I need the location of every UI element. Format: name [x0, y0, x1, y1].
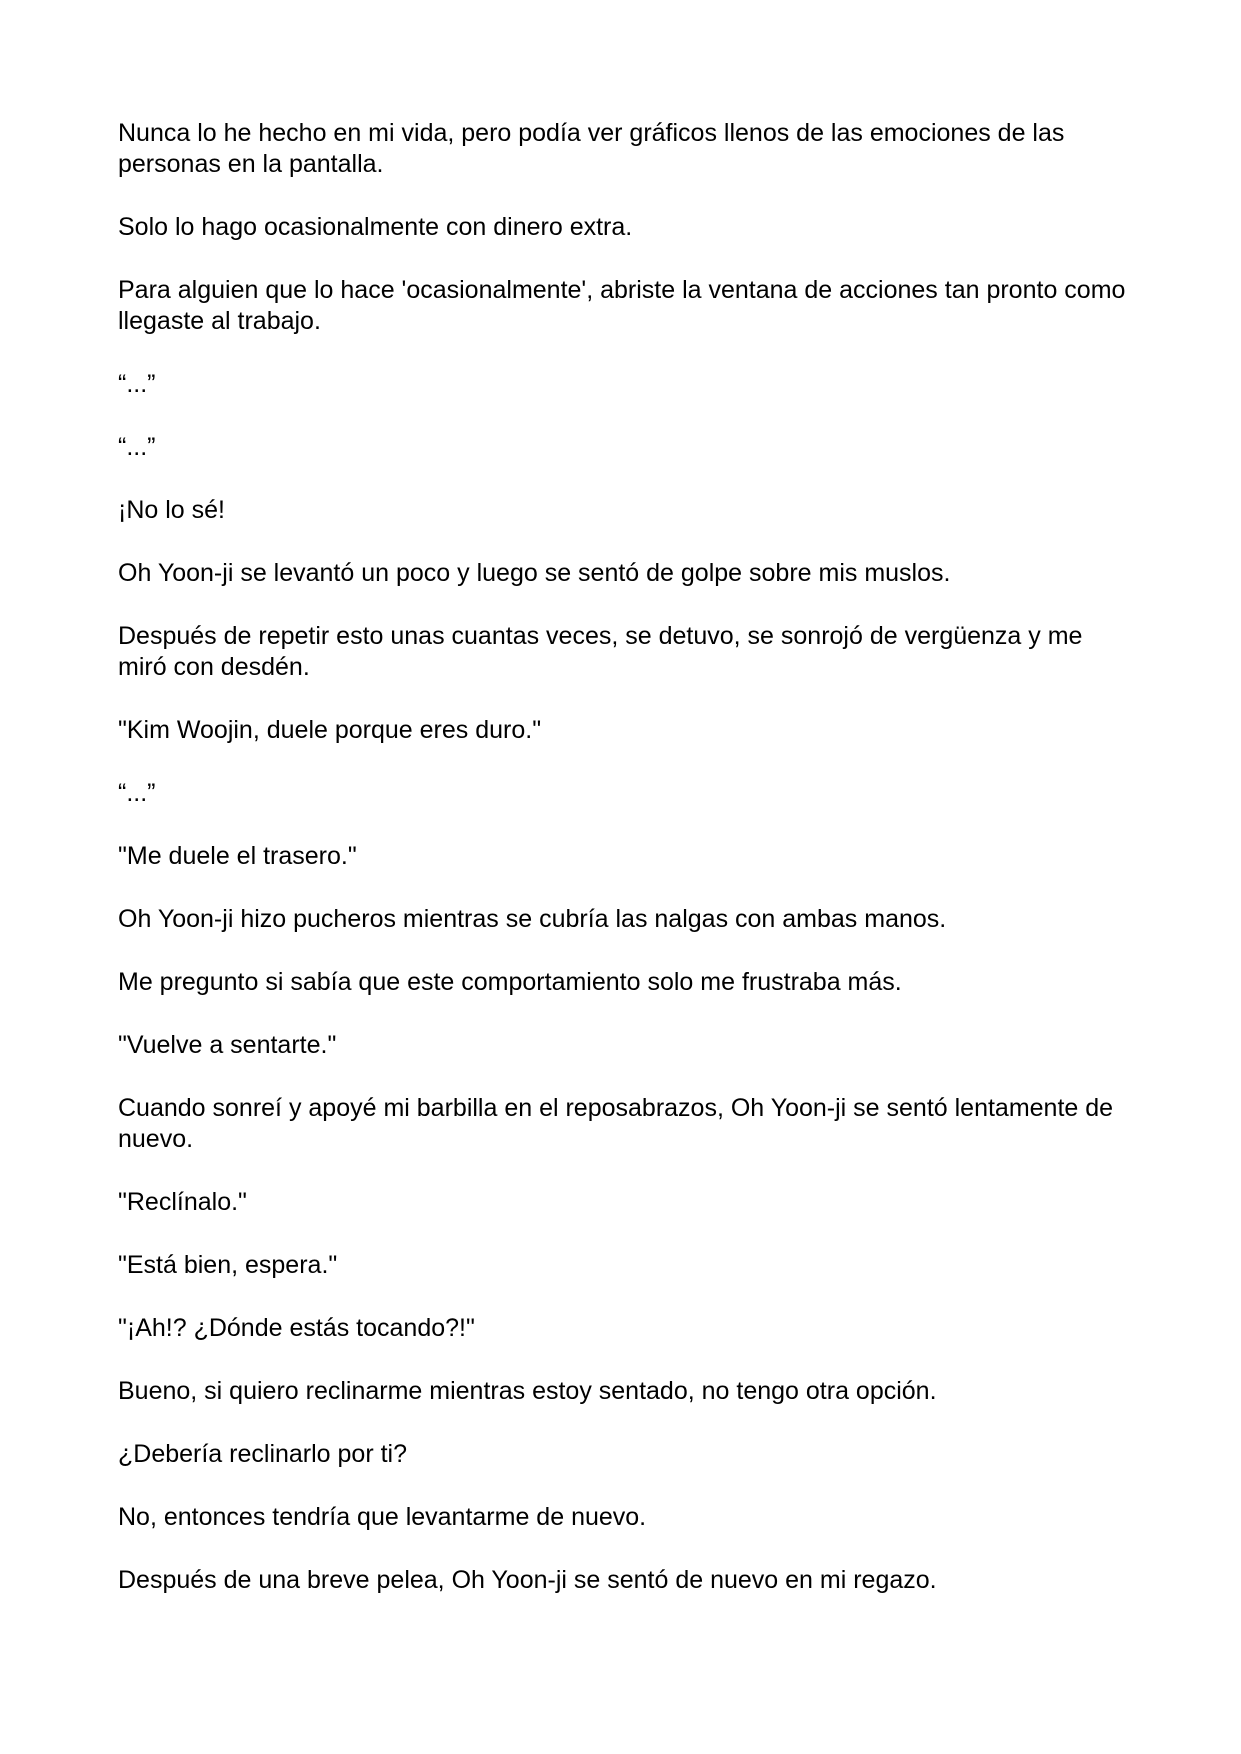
paragraph-16: "Reclínalo." — [118, 1188, 247, 1216]
paragraph-6: ¡No lo sé! — [118, 496, 225, 524]
paragraph-22: Después de una breve pelea, Oh Yoon-ji se sentó de nuevo en mi regazo. — [118, 1566, 937, 1594]
paragraph-1: Nunca lo he hecho en mi vida, pero podía ver gráficos llenos de las emociones de las personas en la pantalla. — [118, 119, 1065, 178]
paragraph-17: "Está bien, espera." — [118, 1251, 338, 1279]
paragraph-13: Me pregunto si sabía que este comportamiento solo me frustraba más. — [118, 968, 902, 996]
paragraph-2: Solo lo hago ocasionalmente con dinero extra. — [118, 213, 633, 241]
paragraph-3: Para alguien que lo hace 'ocasionalmente', abriste la ventana de acciones tan pronto como llegaste al trabajo. — [118, 276, 1126, 335]
paragraph-21: No, entonces tendría que levantarme de nuevo. — [118, 1503, 647, 1531]
paragraph-7: Oh Yoon-ji se levantó un poco y luego se sentó de golpe sobre mis muslos. — [118, 559, 951, 587]
paragraph-9: "Kim Woojin, duele porque eres duro." — [118, 716, 542, 744]
paragraph-5: “...” — [118, 433, 156, 461]
paragraph-18: "¡Ah!? ¿Dónde estás tocando?!" — [118, 1314, 475, 1342]
paragraph-20: ¿Debería reclinarlo por ti? — [118, 1440, 408, 1468]
paragraph-11: "Me duele el trasero." — [118, 842, 357, 870]
paragraph-14: "Vuelve a sentarte." — [118, 1031, 337, 1059]
paragraph-12: Oh Yoon-ji hizo pucheros mientras se cubría las nalgas con ambas manos. — [118, 905, 947, 933]
document-body — [118, 118, 1128, 1628]
paragraph-10: “...” — [118, 779, 156, 807]
paragraph-8: Después de repetir esto unas cuantas veces, se detuvo, se sonrojó de vergüenza y me miró con desdén. — [118, 622, 1083, 681]
paragraph-4: “...” — [118, 370, 156, 398]
paragraph-15: Cuando sonreí y apoyé mi barbilla en el reposabrazos, Oh Yoon-ji se sentó lentamente de nuevo. — [118, 1094, 1114, 1153]
paragraph-19: Bueno, si quiero reclinarme mientras estoy sentado, no tengo otra opción. — [118, 1377, 937, 1405]
